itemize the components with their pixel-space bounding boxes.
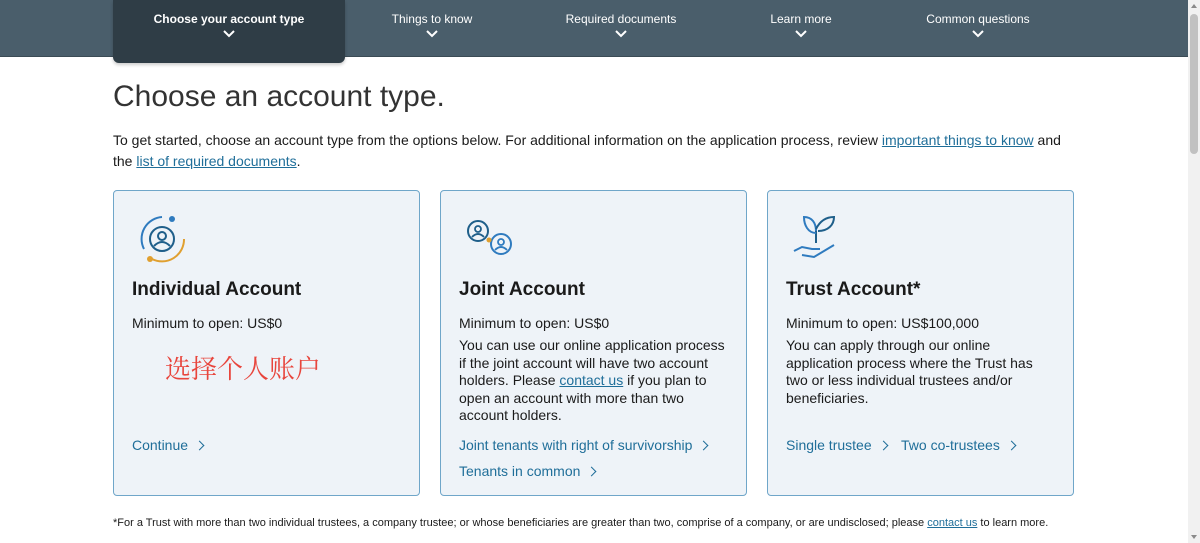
chevron-right-icon — [195, 441, 205, 451]
tab-required-documents[interactable] — [556, 0, 686, 56]
top-navigation — [0, 0, 1188, 57]
tab-label: Required documents — [565, 12, 677, 26]
tenants-in-common-link[interactable] — [459, 463, 595, 479]
scroll-down-arrow-icon[interactable] — [1191, 535, 1197, 539]
tab-label: Choose your account type — [153, 12, 305, 26]
chevron-down-icon — [425, 29, 439, 39]
tab-choose-account-type[interactable] — [113, 0, 345, 63]
minimum-to-open: Minimum to open: US$0 — [132, 315, 283, 331]
card-description: You can apply through our online application process where the Trust has two or less individual trustees and/or beneficiaries. — [786, 337, 1033, 406]
person-circle-icon — [134, 211, 190, 267]
chevron-right-icon — [587, 467, 597, 477]
desc-text: You can use our online application process if the joint account will have two account holders. Please — [459, 337, 725, 388]
card-description — [459, 337, 731, 425]
intro-end-text: . — [296, 153, 301, 169]
required-documents-link[interactable]: list of required documents — [136, 153, 297, 169]
footnote-text: *For a Trust with more than two individual trustees, a company trustee; or whose beneficiaries are greater than two, comprise of a company, or are undisclosed; please — [113, 517, 928, 529]
action-label: Single trustee — [786, 437, 872, 453]
single-trustee-link[interactable] — [786, 437, 887, 453]
card-title: Trust Account* — [786, 279, 921, 300]
footnote-end-text: to learn more. — [977, 517, 1049, 529]
tab-common-questions[interactable] — [918, 0, 1038, 56]
chevron-down-icon — [222, 29, 236, 39]
intro-mid-text: and the — [113, 132, 1061, 169]
intro-text: To get started, choose an account type from the options below. For additional information on the application process, review — [113, 132, 882, 148]
tab-learn-more[interactable] — [756, 0, 846, 56]
chevron-down-icon — [971, 29, 985, 39]
chevron-right-icon — [699, 441, 709, 451]
scroll-up-arrow-icon[interactable] — [1191, 4, 1197, 8]
annotation-text: 选择个人账户 — [165, 355, 322, 385]
contact-us-link[interactable]: contact us — [559, 372, 624, 388]
minimum-to-open: Minimum to open: US$100,000 — [786, 315, 979, 331]
tab-things-to-know[interactable] — [372, 0, 492, 56]
individual-account-card — [113, 190, 420, 496]
chevron-right-icon — [1006, 441, 1016, 451]
two-people-icon — [461, 211, 517, 267]
two-co-trustees-link[interactable] — [901, 437, 1015, 453]
action-label: Tenants in common — [459, 463, 581, 479]
chevron-down-icon — [614, 29, 628, 39]
tab-label: Learn more — [770, 12, 832, 26]
action-label: Joint tenants with right of survivorship — [459, 437, 693, 453]
tab-label: Common questions — [926, 12, 1030, 26]
trust-footnote — [113, 517, 1073, 529]
desc-text: if you plan to open an account with more than two account holders. — [459, 372, 707, 423]
joint-tenants-survivorship-link[interactable] — [459, 437, 707, 453]
vertical-scrollbar[interactable] — [1188, 0, 1200, 543]
card-title: Individual Account — [132, 279, 302, 300]
joint-account-card — [440, 190, 747, 496]
tab-label: Things to know — [391, 12, 473, 26]
footnote-contact-us-link[interactable]: contact us — [927, 517, 978, 529]
chevron-right-icon — [878, 441, 888, 451]
page-title: Choose an account type. — [113, 80, 445, 113]
chevron-down-icon — [794, 29, 808, 39]
trust-account-card — [767, 190, 1074, 496]
action-label: Continue — [132, 437, 189, 453]
scrollbar-thumb[interactable] — [1190, 14, 1198, 154]
hand-plant-icon — [788, 211, 844, 267]
minimum-to-open: Minimum to open: US$0 — [459, 315, 610, 331]
action-label: Two co-trustees — [901, 437, 1000, 453]
intro-paragraph — [113, 130, 1073, 172]
important-things-link[interactable]: important things to know — [881, 132, 1034, 148]
continue-link[interactable] — [132, 437, 203, 453]
card-title: Joint Account — [459, 279, 585, 300]
